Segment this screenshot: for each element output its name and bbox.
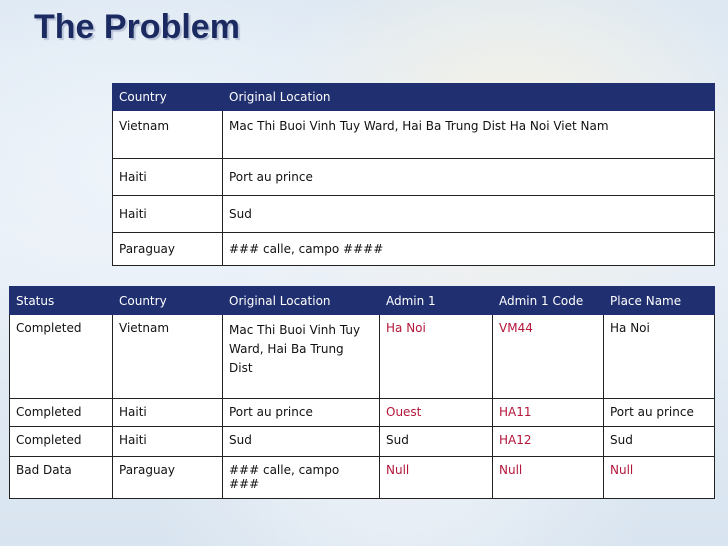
- cell-original-location: ### calle, campo ###: [223, 457, 380, 499]
- cell-original-location: Mac Thi Buoi Vinh Tuy Ward, Hai Ba Trung Dist Ha Noi Viet Nam: [223, 111, 715, 159]
- cell-country: Haiti: [113, 399, 223, 427]
- cell-status: Completed: [10, 427, 113, 457]
- cell-admin-1: Sud: [380, 427, 493, 457]
- cell-country: Haiti: [113, 196, 223, 233]
- cell-place-name: Ha Noi: [604, 315, 715, 399]
- table-row: [113, 196, 715, 233]
- cell-country: Haiti: [113, 427, 223, 457]
- cell-country: Haiti: [113, 159, 223, 196]
- cell-place-name: Port au prince: [604, 399, 715, 427]
- table-row: [113, 159, 715, 196]
- cell-country: Vietnam: [113, 315, 223, 399]
- original-locations-table: [112, 83, 715, 266]
- cell-status: Completed: [10, 399, 113, 427]
- table-row: [113, 233, 715, 266]
- cell-admin-1: Ha Noi: [380, 315, 493, 399]
- cell-status: Bad Data: [10, 457, 113, 499]
- cell-admin-1-code: VM44: [493, 315, 604, 399]
- cell-country: Vietnam: [113, 111, 223, 159]
- cell-place-name: Sud: [604, 427, 715, 457]
- cell-original-location: ### calle, campo ####: [223, 233, 715, 266]
- geocoded-results-table: [9, 286, 715, 499]
- cell-status: Completed: [10, 315, 113, 399]
- cell-admin-1-code: HA12: [493, 427, 604, 457]
- column-header-admin-1: Admin 1: [380, 287, 493, 315]
- cell-admin-1-code: Null: [493, 457, 604, 499]
- column-header-original-location: Original Location: [223, 84, 715, 111]
- table-header-row: [113, 84, 715, 111]
- cell-original-location: Mac Thi Buoi Vinh Tuy Ward, Hai Ba Trung Dist: [223, 315, 380, 399]
- column-header-admin-1-code: Admin 1 Code: [493, 287, 604, 315]
- cell-admin-1-code: HA11: [493, 399, 604, 427]
- cell-original-location: Port au prince: [223, 159, 715, 196]
- table-row: [10, 399, 715, 427]
- column-header-country: Country: [113, 287, 223, 315]
- cell-admin-1: Ouest: [380, 399, 493, 427]
- table-header-row: [10, 287, 715, 315]
- slide-title: The Problem: [34, 8, 240, 46]
- cell-country: Paraguay: [113, 457, 223, 499]
- table-row: [113, 111, 715, 159]
- column-header-status: Status: [10, 287, 113, 315]
- column-header-country: Country: [113, 84, 223, 111]
- cell-place-name: Null: [604, 457, 715, 499]
- table-row: [10, 315, 715, 399]
- table-row: [10, 427, 715, 457]
- cell-country: Paraguay: [113, 233, 223, 266]
- cell-original-location: Sud: [223, 427, 380, 457]
- cell-original-location: Sud: [223, 196, 715, 233]
- table-row: [10, 457, 715, 499]
- column-header-original-location: Original Location: [223, 287, 380, 315]
- cell-admin-1: Null: [380, 457, 493, 499]
- cell-original-location: Port au prince: [223, 399, 380, 427]
- column-header-place-name: Place Name: [604, 287, 715, 315]
